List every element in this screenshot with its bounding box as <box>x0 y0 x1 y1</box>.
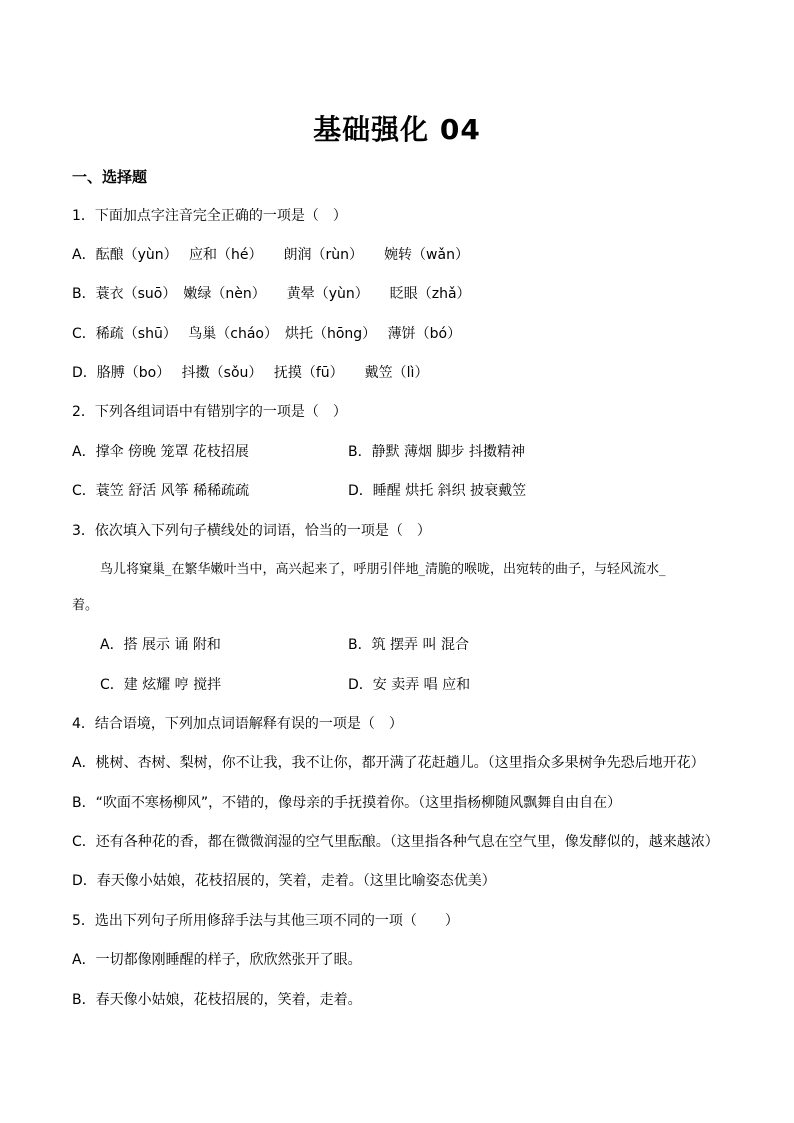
q2-stem: 2．下列各组词语中有错别字的一项是（ ） <box>72 404 347 420</box>
page-title: 基础强化 04 <box>313 113 481 146</box>
q3-option-b: B．筑 摆弄 叫 混合 <box>348 637 469 653</box>
q1-option-c: C．稀疏（shū） 鸟巢（cháo） 烘托（hōng） 薄饼（bó） <box>72 326 462 342</box>
q3-passage-line2: 着。 <box>72 598 99 613</box>
q3-passage-line1: 鸟儿将窠巢_在繁华嫩叶当中，高兴起来了，呼朋引伴地_清脆的喉咙，出宛转的曲子，与轻风流水_ <box>100 562 666 577</box>
q2-option-c: C．蓑笠 舒活 风筝 稀稀疏疏 <box>72 483 250 499</box>
q1-option-b: B．蓑衣（suō） 嫩绿（nèn） 黄晕（yùn） 眨眼（zhǎ） <box>72 286 471 302</box>
q3-option-a: A．搭 展示 诵 附和 <box>100 637 221 653</box>
q2-option-d: D．睡醒 烘托 斜织 披衰戴笠 <box>348 483 527 499</box>
q1-option-a: A．酝酿（yùn） 应和（hé） 朗润（rùn） 婉转（wǎn） <box>72 247 469 263</box>
q4-option-b: B．“吹面不寒杨柳风”，不错的，像母亲的手抚摸着你。（这里指杨柳随风飘舞自由自在） <box>72 795 622 811</box>
q4-option-d: D．春天像小姑娘，花枝招展的，笑着，走着。（这里比喻姿态优美） <box>72 873 496 889</box>
q1-stem: 1．下面加点字注音完全正确的一项是（ ） <box>72 208 347 224</box>
q1-option-d: D．胳膊（bo） 抖擞（sǒu） 抚摸（fū） 戴笠（lì） <box>72 365 429 381</box>
q5-option-b: B．春天像小姑娘，花枝招展的，笑着，走着。 <box>72 992 362 1008</box>
section-heading: 一、选择题 <box>72 168 148 186</box>
q4-stem: 4．结合语境，下列加点词语解释有误的一项是（ ） <box>72 716 403 732</box>
q4-option-c: C．还有各种花的香，都在微微润湿的空气里酝酿。（这里指各种气息在空气里，像发酵似的，越来越浓） <box>72 834 719 850</box>
q5-stem: 5．选出下列句子所用修辞手法与其他三项不同的一项（ ） <box>72 913 459 929</box>
q4-option-a: A．桃树、杏树、梨树，你不让我，我不让你，都开满了花赶趟儿。（这里指众多果树争先恐后地开花） <box>72 755 705 771</box>
q3-option-c: C．建 炫耀 哼 搅拌 <box>100 677 222 693</box>
q3-option-d: D．安 卖弄 唱 应和 <box>348 677 471 693</box>
q5-option-a: A．一切都像刚睡醒的样子，欣欣然张开了眼。 <box>72 952 362 968</box>
q2-option-b: B．静默 薄烟 脚步 抖擞精神 <box>348 444 525 460</box>
q2-option-a: A．撑伞 傍晚 笼罩 花枝招展 <box>72 444 249 460</box>
q3-stem: 3．依次填入下列句子横线处的词语，恰当的一项是（ ） <box>72 523 431 539</box>
